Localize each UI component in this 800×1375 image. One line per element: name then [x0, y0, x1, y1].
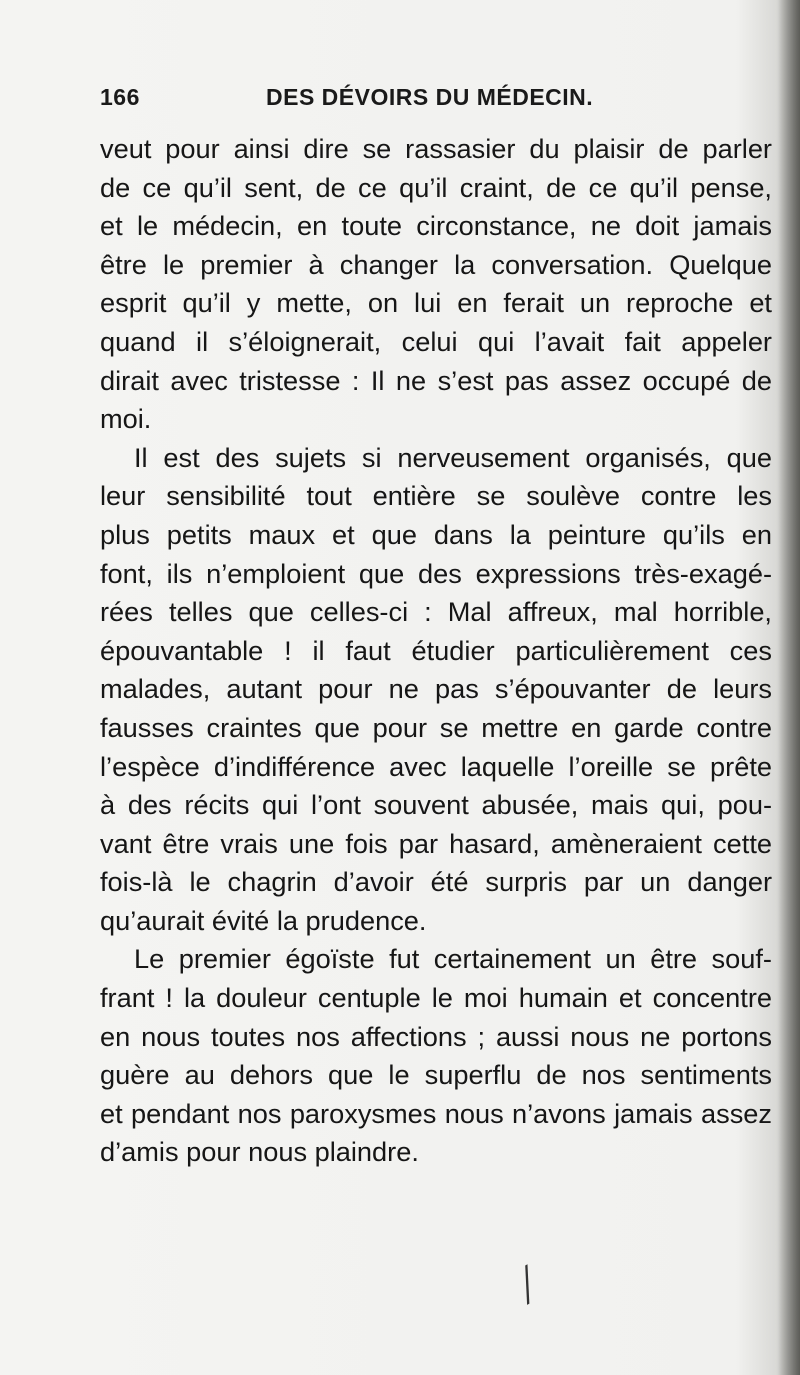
text-line: à des récits qui l’ont souvent abusée, mais qui, pou-	[100, 789, 772, 821]
running-head: DES DÉVOIRS DU MÉDECIN.	[266, 84, 594, 110]
ink-mark: ╱	[511, 1265, 545, 1305]
text-line: leur sensibilité tout entière se soulève contre les	[100, 480, 772, 512]
text-line: d’amis pour nous plaindre.	[100, 1136, 419, 1168]
page-header	[100, 84, 740, 124]
text-line: fois-là le chagrin d’avoir été surpris par un danger	[100, 866, 772, 898]
text-line: frant ! la douleur centuple le moi humain et concentre	[100, 982, 772, 1014]
text-line: être le premier à changer la conversation. Quelque	[100, 248, 772, 280]
page-number: 166	[100, 84, 140, 110]
text-line: l’espèce d’indifférence avec laquelle l’oreille se prête	[100, 750, 772, 782]
text-line: esprit qu’il y mette, on lui en ferait un reproche et	[100, 287, 772, 319]
text-line: rées telles que celles-ci : Mal affreux, mal horrible,	[100, 596, 772, 628]
text-line: vant être vrais une fois par hasard, amèneraient cette	[100, 827, 772, 859]
text-line: Il est des sujets si nerveusement organisés, que	[134, 441, 772, 473]
text-line: en nous toutes nos affections ; aussi nous ne portons	[100, 1020, 772, 1052]
text-line: qu’aurait évité la prudence.	[100, 904, 427, 936]
text-line: veut pour ainsi dire se rassasier du plaisir de parler	[100, 133, 772, 164]
text-line: quand il s’éloignerait, celui qui l’avait fait appeler	[100, 325, 772, 357]
page-gutter-shadow	[778, 0, 800, 1375]
text-line: malades, autant pour ne pas s’épouvanter de leurs	[100, 673, 772, 705]
text-line: guère au dehors que le superflu de nos sentiments	[100, 1059, 772, 1091]
text-line: de ce qu’il sent, de ce qu’il craint, de ce qu’il pense,	[100, 171, 772, 203]
text-line: moi.	[100, 403, 152, 435]
text-line: plus petits maux et que dans la peinture qu’ils en	[100, 518, 772, 550]
text-line: fausses craintes que pour se mettre en garde contre	[100, 711, 772, 743]
text-line: Le premier égoïste fut certainement un être souf-	[134, 943, 772, 975]
text-line: font, ils n’emploient que des expressions très-exagé-	[100, 557, 772, 589]
text-line: dirait avec tristesse : Il ne s’est pas assez occupé de	[100, 364, 772, 396]
text-line: épouvantable ! il faut étudier particulièrement ces	[100, 634, 772, 666]
text-line: et le médecin, en toute circonstance, ne doit jamais	[100, 210, 772, 242]
text-line: et pendant nos paroxysmes nous n’avons jamais assez	[100, 1097, 772, 1129]
body-text	[100, 130, 772, 1172]
